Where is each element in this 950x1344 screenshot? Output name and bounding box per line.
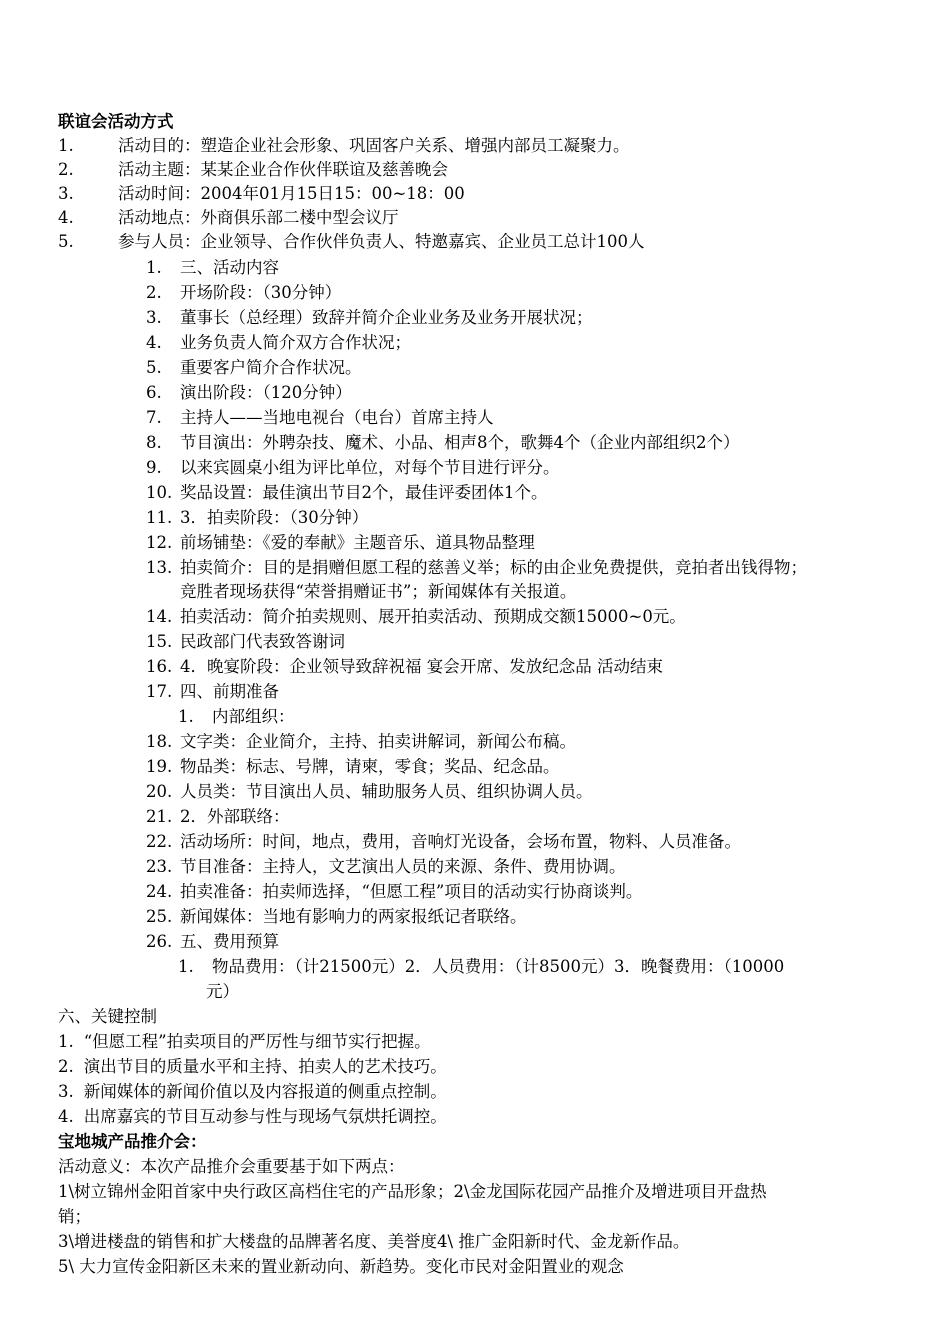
list-item-number: 2. — [58, 160, 74, 179]
list-item-number: 3. — [58, 184, 74, 203]
sub-item-number: 12. — [146, 533, 173, 552]
sub-item: 业务负责人简介双方合作状况； — [180, 333, 411, 352]
paragraph-line: 3\增进楼盘的销售和扩大楼盘的品牌著名度、美誉度4\ 推广金阳新时代、金龙新作品。 — [58, 1232, 690, 1251]
sub-item: 五、费用预算 — [180, 932, 279, 951]
control-item — [58, 1030, 431, 1054]
control-item-text: 出席嘉宾的节目互动参与性与现场气氛烘托调控。 — [83, 1107, 447, 1126]
sub-item-number: 25. — [146, 907, 173, 926]
budget-item-continuation: 元） — [206, 982, 239, 1001]
sub-item-number: 16. — [146, 657, 173, 676]
sub-item: 重要客户简介合作状况。 — [180, 358, 362, 377]
section-title-gala: 联谊会活动方式 — [58, 112, 174, 131]
control-item — [58, 1080, 447, 1104]
list-item: 活动目的：塑造企业社会形象、巩固客户关系、增强内部员工凝聚力。 — [118, 136, 630, 155]
section-title-key-control: 六、关键控制 — [58, 1007, 157, 1026]
control-item — [58, 1055, 447, 1079]
sub-item: 董事长（总经理）致辞并简介企业业务及业务开展状况； — [180, 308, 593, 327]
list-item: 活动地点：外商俱乐部二楼中型会议厅 — [118, 208, 399, 227]
sub-item-number: 4. — [146, 333, 162, 352]
list-item: 活动主题：某某企业合作伙伴联谊及慈善晚会 — [118, 160, 448, 179]
sub-item: 文字类：企业简介，主持、拍卖讲解词，新闻公布稿。 — [180, 732, 576, 751]
list-item: 参与人员：企业领导、合作伙伴负责人、特邀嘉宾、企业员工总计100人 — [118, 232, 645, 251]
list-item-number: 5. — [58, 232, 74, 251]
sub-item: 节目演出：外聘杂技、魔术、小品、相声8个，歌舞4个（企业内部组织2个） — [180, 433, 740, 452]
sub-item: 前场铺垫：《爱的奉献》主题音乐、道具物品整理 — [180, 533, 535, 552]
sub-item: 以来宾圆桌小组为评比单位，对每个节目进行评分。 — [180, 458, 560, 477]
sub-item-number: 5. — [146, 358, 162, 377]
sub-item-number: 22. — [146, 832, 173, 851]
sub-item: 三、活动内容 — [180, 258, 279, 277]
sub-item: 活动场所：时间，地点，费用，音响灯光设备，会场布置，物料、人员准备。 — [180, 832, 741, 851]
control-item-number: 3. — [58, 1082, 74, 1101]
sub-item-number: 11. — [146, 508, 173, 527]
sub-item-number: 13. — [146, 558, 173, 577]
sub-item-number: 7. — [146, 408, 162, 427]
sub-item-continuation: 竞胜者现场获得“荣誉捐赠证书”；新闻媒体有关报道。 — [180, 582, 577, 601]
paragraph-line: 活动意义：本次产品推介会重要基于如下两点： — [58, 1157, 405, 1176]
sub-item: 4．晚宴阶段：企业领导致辞祝福 宴会开席、发放纪念品 活动结束 — [180, 657, 663, 676]
sub-item: 奖品设置：最佳演出节目2个，最佳评委团体1个。 — [180, 483, 548, 502]
control-item-text: 新闻媒体的新闻价值以及内容报道的侧重点控制。 — [83, 1082, 447, 1101]
control-item-text: “但愿工程”拍卖项目的严厉性与细节实行把握。 — [83, 1032, 431, 1051]
sub-item: 拍卖活动：简介拍卖规则、展开拍卖活动、预期成交额15000~0元。 — [180, 607, 686, 626]
sub-item-number: 9. — [146, 458, 162, 477]
sub-item-number: 10. — [146, 483, 173, 502]
control-item — [58, 1105, 447, 1129]
paragraph-line: 5\ 大力宣传金阳新区未来的置业新动向、新趋势。变化市民对金阳置业的观念 — [58, 1257, 624, 1276]
sub-item-number: 19. — [146, 757, 173, 776]
inner-item-number: 1. — [178, 707, 194, 726]
sub-item-number: 17. — [146, 682, 173, 701]
paragraph-line: 销； — [58, 1207, 91, 1226]
control-item-number: 2. — [58, 1057, 74, 1076]
sub-item: 主持人——当地电视台（电台）首席主持人 — [180, 408, 494, 427]
sub-item-number: 26. — [146, 932, 173, 951]
sub-item-number: 1. — [146, 258, 162, 277]
sub-item: 拍卖简介：目的是捐赠但愿工程的慈善义举；标的由企业免费提供，竞拍者出钱得物； — [180, 558, 807, 577]
sub-item: 人员类：节目演出人员、辅助服务人员、组织协调人员。 — [180, 782, 593, 801]
sub-item: 物品类：标志、号牌，请柬，零食；奖品、纪念品。 — [180, 757, 560, 776]
sub-item-number: 21. — [146, 807, 173, 826]
control-item-number: 4. — [58, 1107, 74, 1126]
sub-item: 节目准备：主持人，文艺演出人员的来源、条件、费用协调。 — [180, 857, 626, 876]
sub-item-number: 2. — [146, 283, 162, 302]
sub-item-number: 3. — [146, 308, 162, 327]
sub-item-number: 6. — [146, 383, 162, 402]
list-item-number: 4. — [58, 208, 74, 227]
sub-item: 民政部门代表致答谢词 — [180, 632, 345, 651]
sub-item: 3．拍卖阶段：（30分钟） — [180, 508, 369, 527]
list-item: 活动时间：2004年01月15日15：00~18：00 — [118, 184, 465, 203]
sub-item: 拍卖准备：拍卖师选择，“但愿工程”项目的活动实行协商谈判。 — [180, 882, 643, 901]
control-item-text: 演出节目的质量水平和主持、拍卖人的艺术技巧。 — [83, 1057, 447, 1076]
list-item-number: 1. — [58, 136, 74, 155]
sub-item: 开场阶段：（30分钟） — [180, 283, 342, 302]
sub-item: 2．外部联络： — [180, 807, 290, 826]
budget-item-number: 1. — [178, 957, 194, 976]
inner-item: 内部组织： — [212, 707, 295, 726]
sub-item: 四、前期准备 — [180, 682, 279, 701]
budget-item: 物品费用：（计21500元）2．人员费用：（计8500元）3．晚餐费用：（10000 — [212, 957, 785, 976]
paragraph-line: 1\树立锦州金阳首家中央行政区高档住宅的产品形象；2\金龙国际花园产品推介及增进项目开盘热 — [58, 1182, 767, 1201]
sub-item-number: 24. — [146, 882, 173, 901]
sub-item-number: 23. — [146, 857, 173, 876]
sub-item-number: 15. — [146, 632, 173, 651]
sub-item-number: 18. — [146, 732, 173, 751]
sub-item-number: 14. — [146, 607, 173, 626]
sub-item: 新闻媒体：当地有影响力的两家报纸记者联络。 — [180, 907, 527, 926]
sub-item-number: 8. — [146, 433, 162, 452]
section-title-product-launch: 宝地城产品推介会： — [58, 1132, 207, 1151]
sub-item: 演出阶段：（120分钟） — [180, 383, 352, 402]
sub-item-number: 20. — [146, 782, 173, 801]
control-item-number: 1. — [58, 1032, 74, 1051]
